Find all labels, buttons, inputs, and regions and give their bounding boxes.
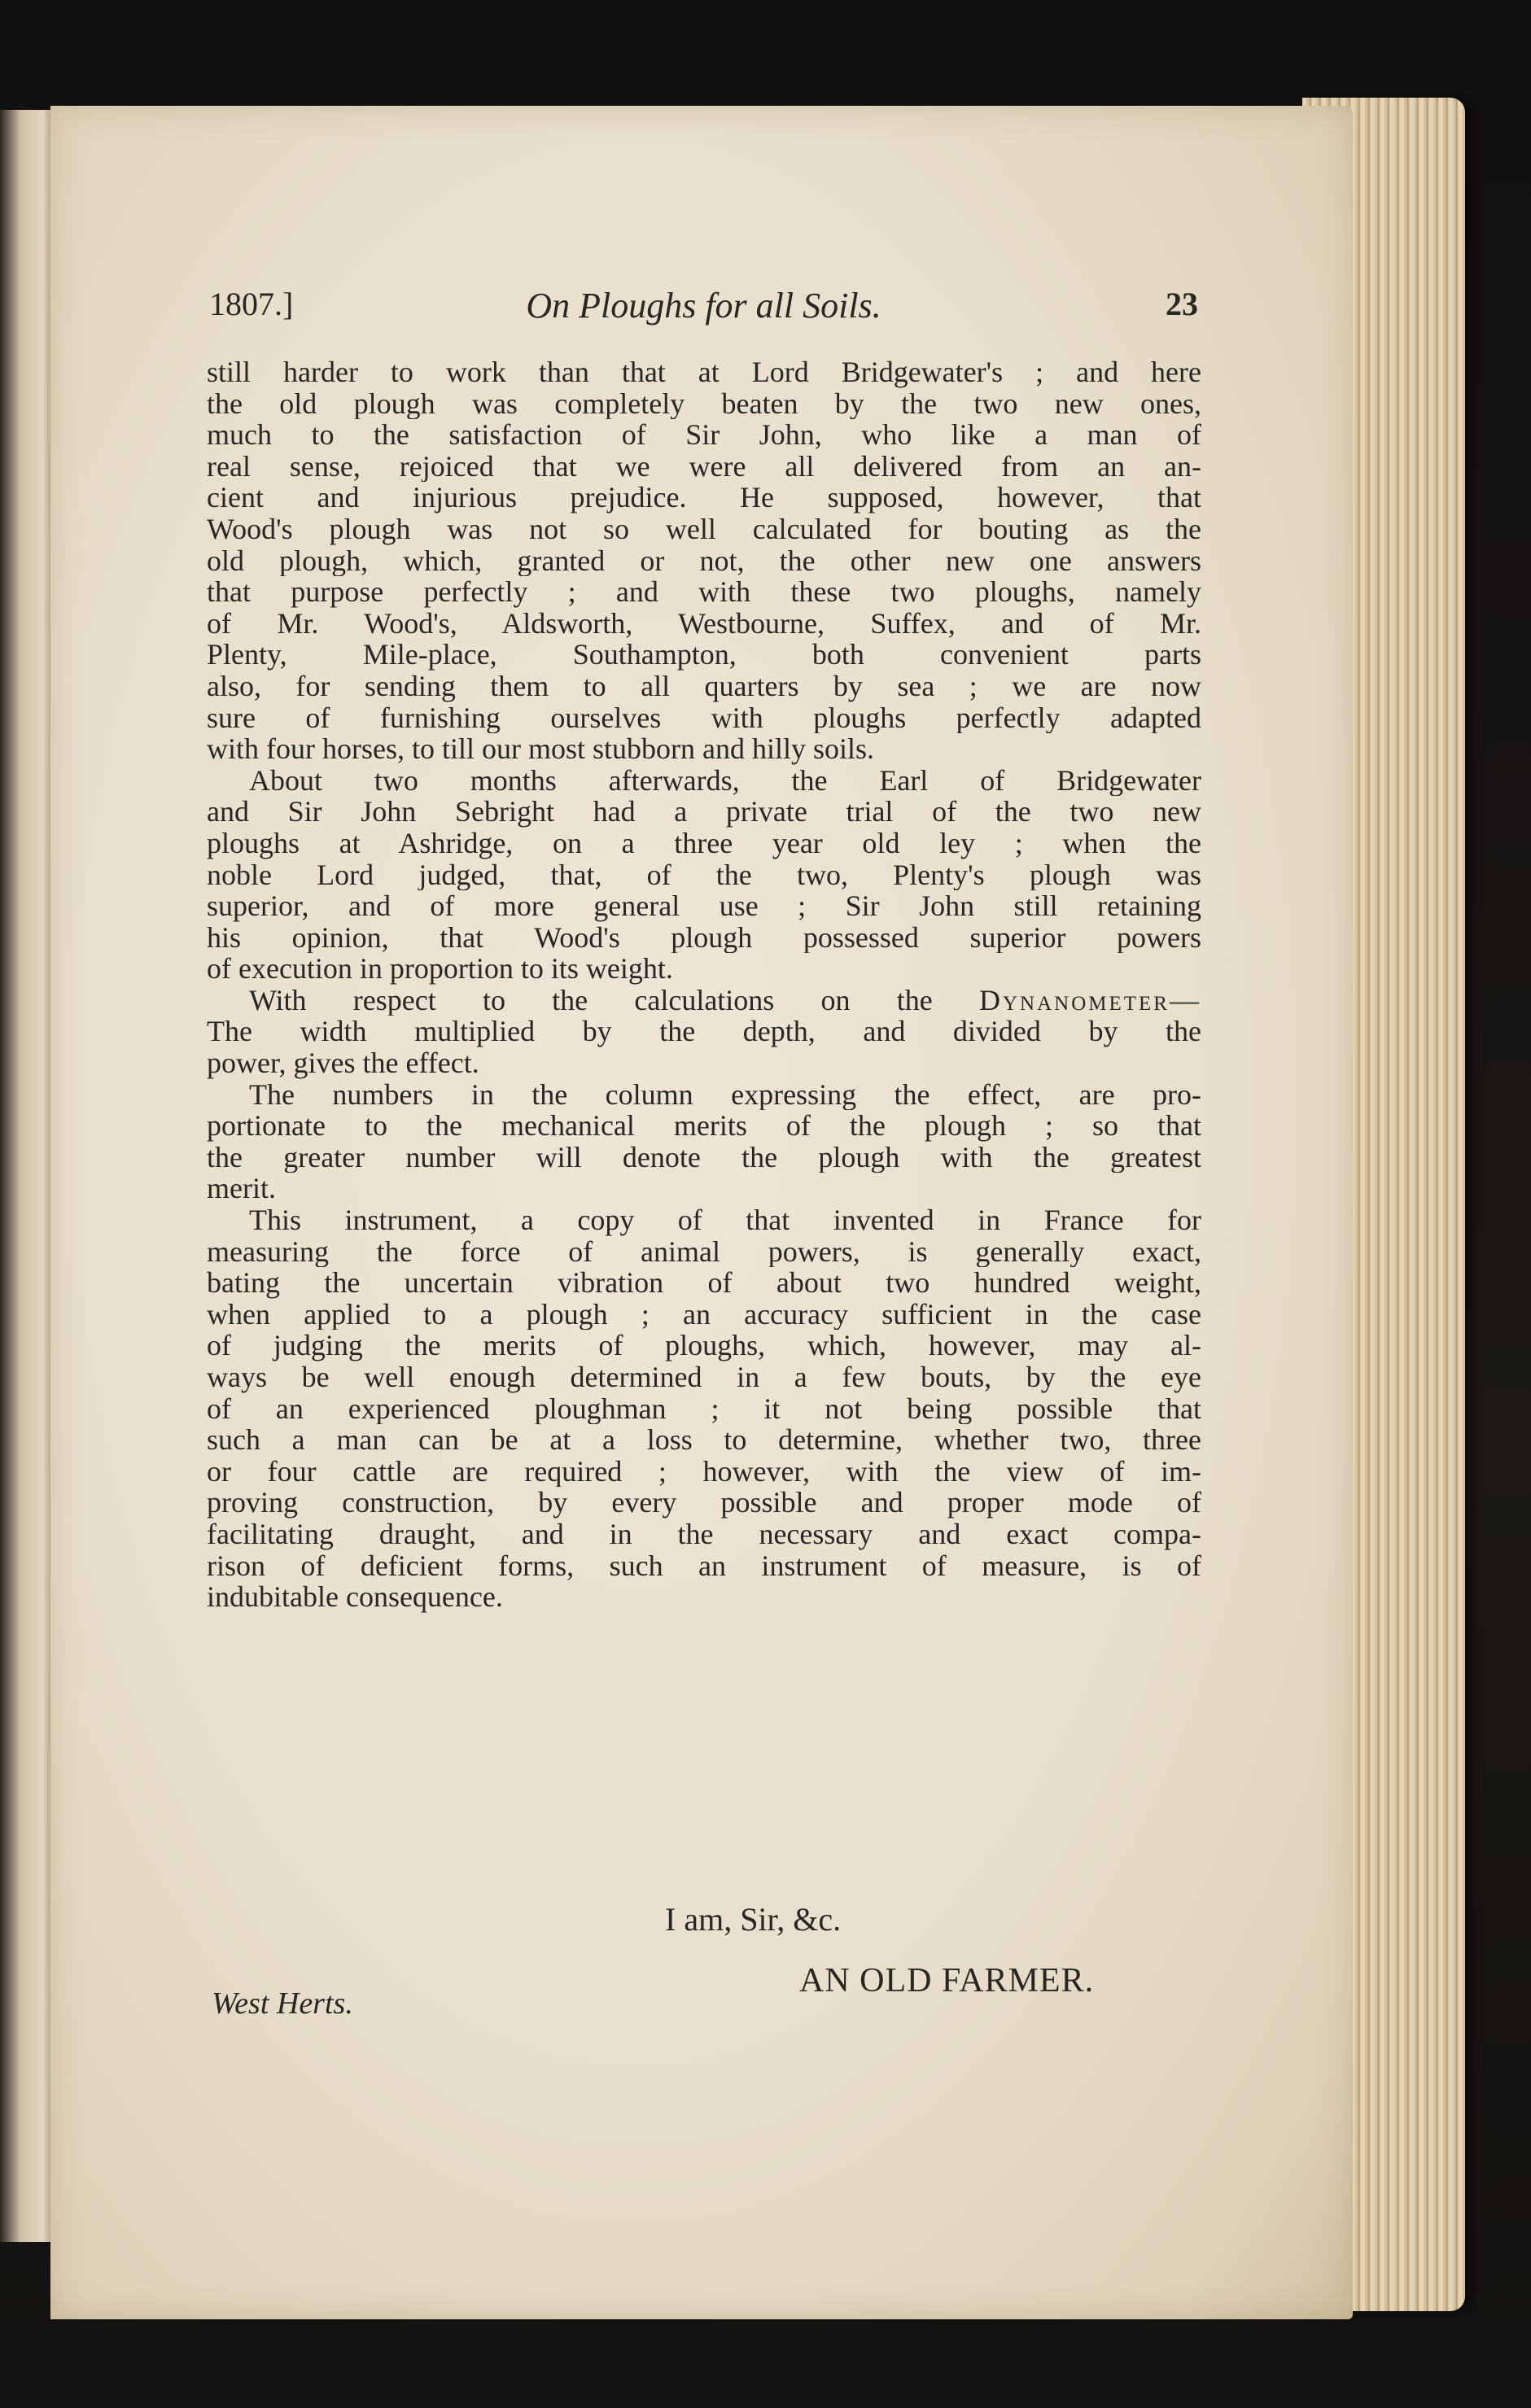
text-line: facilitating draught, and in the necessary and exact compa- — [207, 1518, 1201, 1550]
signature: AN OLD FARMER. — [799, 1962, 1095, 1999]
text-line: bating the uncertain vibration of about two hundred weight, — [207, 1267, 1201, 1299]
text-line: The width multiplied by the depth, and divided by the — [207, 1016, 1201, 1048]
text-line: Plenty, Mile-place, Southampton, both convenient parts — [207, 639, 1201, 671]
running-header — [209, 285, 1198, 342]
text-line: indubitable consequence. — [207, 1581, 503, 1613]
text-line: About two months afterwards, the Earl of Bridgewater — [249, 764, 1201, 797]
text-line: of an experienced ploughman ; it not being possible that — [207, 1392, 1201, 1425]
text-line: portionate to the mechanical merits of the plough ; so that — [207, 1110, 1201, 1142]
header-title: On Ploughs for all Soils. — [526, 286, 881, 326]
text-line: of execution in proportion to its weight. — [207, 953, 673, 985]
text-line: old plough, which, granted or not, the other new one answers — [207, 544, 1201, 577]
text-line: measuring the force of animal powers, is generally exact, — [207, 1235, 1201, 1268]
text-line: cient and injurious prejudice. He supposed, however, that — [207, 482, 1201, 514]
text-line: ploughs at Ashridge, on a three year old ley ; when the — [207, 827, 1201, 859]
text-line: with four horses, to till our most stubborn and hilly soils. — [207, 733, 874, 765]
text-segment: With respect to the calculations on the — [249, 984, 933, 1016]
text-line: proving construction, by every possible and proper mode of — [207, 1487, 1201, 1519]
article-body — [207, 356, 1201, 1613]
left-page-edge — [0, 110, 53, 2242]
closing-salutation: I am, Sir, &c. — [665, 1901, 842, 1938]
text-line: power, gives the effect. — [207, 1047, 479, 1079]
text-line: noble Lord judged, that, of the two, Plenty's plough was — [207, 859, 1201, 891]
text-line: still harder to work than that at Lord Bridgewater's ; and here — [207, 356, 1201, 388]
text-line: that purpose perfectly ; and with these two ploughs, namely — [207, 576, 1201, 608]
text-line: rison of deficient forms, such an instrument of measure, is of — [207, 1549, 1201, 1582]
text-line: also, for sending them to all quarters by sea ; we are now — [207, 670, 1201, 702]
header-year: 1807.] — [209, 286, 294, 322]
text-line: and Sir John Sebright had a private trial of the two new — [207, 796, 1201, 828]
text-line: the old plough was completely beaten by the two new ones, — [207, 387, 1201, 420]
text-line: when applied to a plough ; an accuracy sufficient in the case — [207, 1298, 1201, 1331]
text-line: Wood's plough was not so well calculated for bouting as the — [207, 513, 1201, 545]
text-line — [207, 985, 1201, 1016]
text-line: ways be well enough determined in a few bouts, by the eye — [207, 1361, 1201, 1393]
text-line: of judging the merits of ploughs, which, however, may al- — [207, 1330, 1201, 1361]
small-caps-term: Dynanometer— — [979, 984, 1201, 1016]
text-line: The numbers in the column expressing the effect, are pro- — [249, 1078, 1201, 1111]
text-line: such a man can be at a loss to determine, whether two, three — [207, 1424, 1201, 1456]
text-line: sure of furnishing ourselves with ploughs perfectly adapted — [207, 701, 1201, 734]
text-line: of Mr. Wood's, Aldsworth, Westbourne, Suffex, and of Mr. — [207, 607, 1201, 640]
text-line: merit. — [207, 1173, 276, 1205]
text-line: much to the satisfaction of Sir John, who like a man of — [207, 419, 1201, 451]
text-line: or four cattle are required ; however, with the view of im- — [207, 1455, 1201, 1488]
text-line: his opinion, that Wood's plough possessed superior powers — [207, 921, 1201, 954]
place-name: West Herts. — [212, 1986, 353, 2021]
text-line: the greater number will denote the plough with the greatest — [207, 1141, 1201, 1173]
book-page — [50, 106, 1353, 2319]
page-number: 23 — [1166, 286, 1198, 322]
text-line: This instrument, a copy of that invented in France for — [249, 1204, 1201, 1236]
text-line: real sense, rejoiced that we were all delivered from an an- — [207, 450, 1201, 483]
text-line: superior, and of more general use ; Sir John still retaining — [207, 890, 1201, 922]
